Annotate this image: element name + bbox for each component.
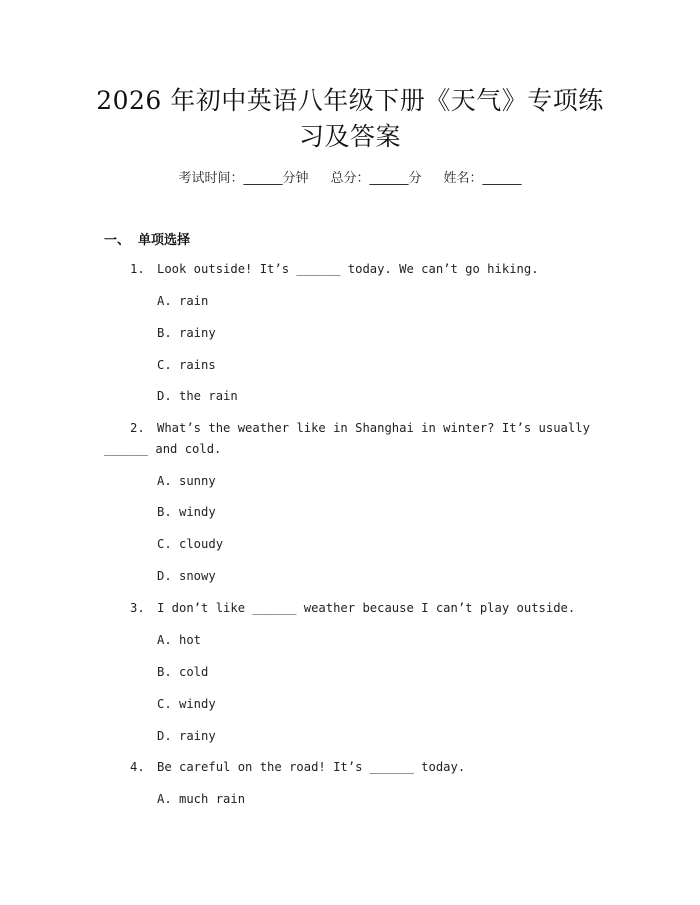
title-line-2: 习及答案 — [298, 122, 401, 151]
option-b: B. cold — [157, 665, 209, 679]
section-title: 单项选择 — [138, 233, 191, 248]
section-heading — [104, 229, 190, 248]
section-number: 一、 — [104, 233, 131, 248]
option-c: C. rains — [157, 358, 216, 372]
question-text: Be careful on the road! It’s ______ today. — [157, 760, 466, 774]
exam-time: 考试时间：______分钟 — [178, 171, 309, 186]
option-b: B. windy — [157, 505, 216, 519]
option-d: D. rainy — [157, 729, 216, 743]
option-a: A. rain — [157, 294, 209, 308]
option-b: B. rainy — [157, 326, 216, 340]
exam-info — [0, 167, 700, 186]
option-d: D. snowy — [157, 569, 216, 583]
question-number: 1. — [130, 262, 145, 276]
option-c: C. windy — [157, 697, 216, 711]
question-text: Look outside! It’s ______ today. We can’t go hiking. — [157, 262, 539, 276]
question-text-continued: ______ and cold. — [104, 442, 222, 456]
option-d: D. the rain — [157, 389, 238, 403]
option-a: A. hot — [157, 633, 202, 647]
option-a: A. much rain — [157, 792, 246, 806]
question-number: 4. — [130, 760, 145, 774]
option-c: C. cloudy — [157, 537, 224, 551]
title-line-1: 2026 年初中英语八年级下册《天气》专项练 — [96, 86, 604, 115]
question-text: What’s the weather like in Shanghai in winter? It’s usually — [157, 421, 590, 435]
question-number: 3. — [130, 601, 145, 615]
exam-total-score: 总分：______分 — [330, 171, 422, 186]
question-number: 2. — [130, 421, 145, 435]
exam-name: 姓名：______ — [443, 171, 522, 186]
question-text: I don’t like ______ weather because I can’t play outside. — [157, 601, 576, 615]
option-a: A. sunny — [157, 474, 216, 488]
